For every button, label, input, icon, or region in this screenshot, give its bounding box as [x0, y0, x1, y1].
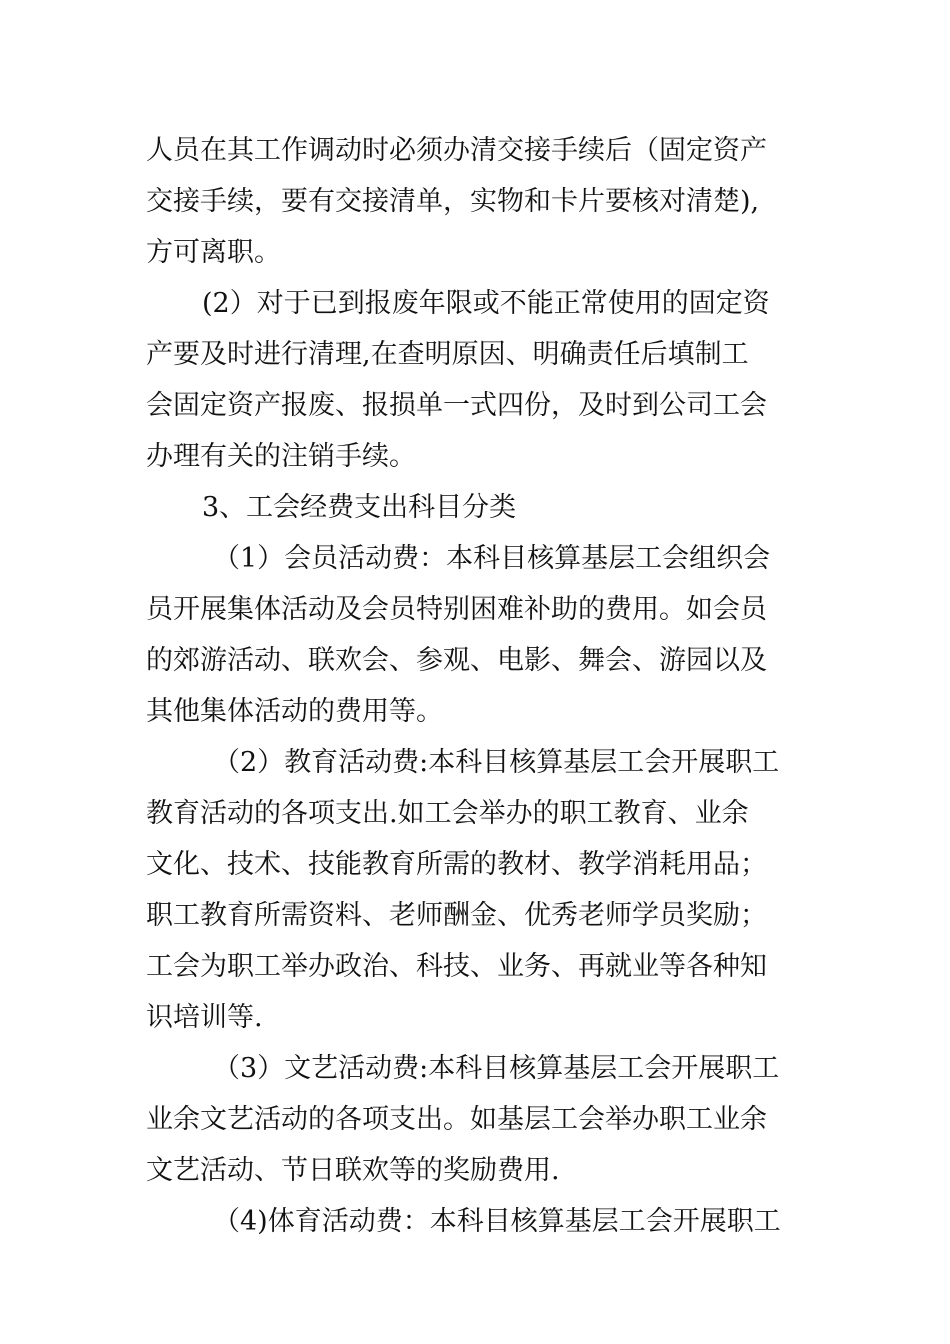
text-line: （3）文艺活动费:本科目核算基层工会开展职工 — [213, 1053, 780, 1084]
text-line: 职工教育所需资料、老师酬金、优秀老师学员奖励； — [146, 900, 767, 931]
text-line: 工会为职工举办政治、科技、业务、再就业等各种知 — [146, 951, 767, 982]
paragraph-arts-activities — [146, 1043, 810, 1196]
paragraph-handover — [146, 125, 810, 278]
text-line: 的郊游活动、联欢会、参观、电影、舞会、游园以及 — [146, 645, 767, 676]
text-line: 其他集体活动的费用等。 — [146, 696, 443, 727]
text-line: （4)体育活动费：本科目核算基层工会开展职工 — [213, 1206, 781, 1237]
text-line: 教育活动的各项支出.如工会举办的职工教育、业余 — [146, 798, 749, 829]
text-line: 员开展集体活动及会员特别困难补助的费用。如会员 — [146, 594, 767, 625]
text-line: （2）教育活动费:本科目核算基层工会开展职工 — [213, 747, 780, 778]
text-line: 人员在其工作调动时必须办清交接手续后（固定资产 — [146, 135, 767, 166]
text-line: 识培训等. — [146, 1002, 263, 1033]
text-line: 办理有关的注销手续。 — [146, 441, 416, 472]
heading-line: 3、工会经费支出科目分类 — [202, 492, 517, 523]
text-line: 产要及时进行清理,在查明原因、明确责任后填制工 — [146, 339, 749, 370]
document-body — [146, 125, 810, 1247]
text-line: 交接手续，要有交接清单，实物和卡片要核对清楚), — [146, 186, 760, 217]
paragraph-member-activities — [146, 533, 810, 737]
text-line: 文艺活动、节日联欢等的奖励费用. — [146, 1155, 560, 1186]
section-heading — [146, 482, 810, 533]
paragraph-education-activities — [146, 737, 810, 1043]
text-line: 会固定资产报废、报损单一式四份，及时到公司工会 — [146, 390, 767, 421]
paragraph-sports-activities — [146, 1196, 810, 1247]
text-line: 方可离职。 — [146, 237, 281, 268]
text-line: (2）对于已到报废年限或不能正常使用的固定资 — [202, 288, 770, 319]
paragraph-scrap-assets — [146, 278, 810, 482]
text-line: 业余文艺活动的各项支出。如基层工会举办职工业余 — [146, 1104, 767, 1135]
text-line: （1）会员活动费：本科目核算基层工会组织会 — [213, 543, 771, 574]
text-line: 文化、技术、技能教育所需的教材、教学消耗用品； — [146, 849, 767, 880]
